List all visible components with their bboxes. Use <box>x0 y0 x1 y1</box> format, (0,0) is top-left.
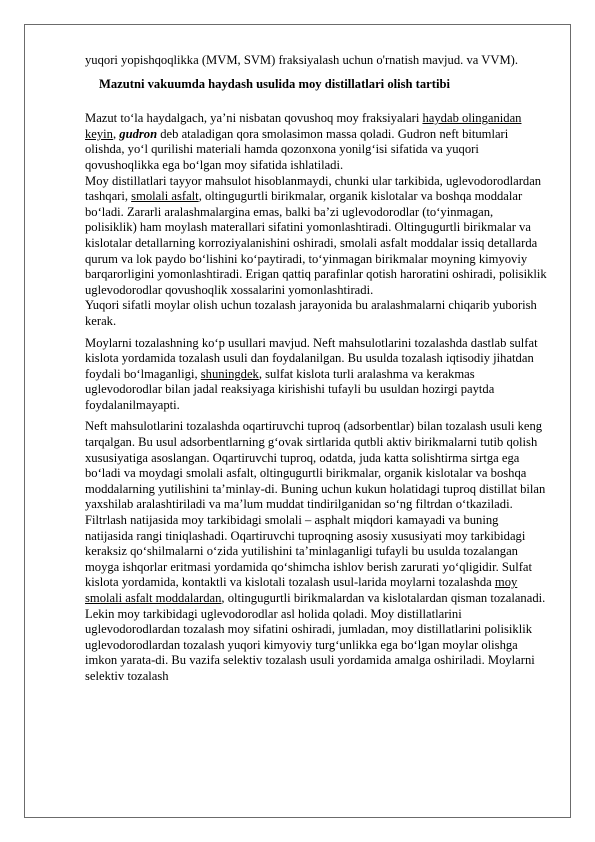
text-run: Moy distillatlari tayyor mahsulot hisoblanmaydi, chunki ular tarkibida, uglevodorodlardan tashqari, <box>85 173 542 204</box>
link-moy-smolali-asfalt-moddalardan[interactable]: moy smolali asfalt moddalardan <box>85 575 518 605</box>
link-shuningdek[interactable]: shuningdek <box>200 366 259 381</box>
text-run: , oltingugurtli birikmalar, organik kislotalar va boshqa moddalar bo‘ladi. Zararli aralashmalargina emas, balki ba’zi uglevodorodlar (to‘yinmagan, polisiklik) ham moylash materallari sifatini yomonlashtiradi. Oltingugurtli birikmalar va kislotalar detallarning korroziyalanishini oshiradi, smolali asfalt moddalar issiq detallarda qurum va lok paydo bo‘lishini ko‘paytiradi, to‘yinmagan birikmalar moyning kimyoviy barqarorligini yomonlashtiradi. Erigan qattiq parafinlar qotish haroratini oshiradi, polisiklik uglevodorodlar qovushoqlik xossalarini yomonlashtiradi. <box>85 189 547 297</box>
link-haydab-olinganidan-keyin[interactable]: haydab olinganidan keyin <box>85 111 522 141</box>
paragraph-moy-distillatlari <box>85 174 547 299</box>
intro-paragraph: yuqori yopishqoqlikka (MVM, SVM) fraksiyalash uchun o'rnatish mavjud. va VVM). <box>85 53 518 67</box>
text-run: Neft mahsulotlarini tozalashda oqartiruvchi tuproq (adsorbentlar) bilan tozalash usuli keng tarqalgan. Bu usul adsorbentlarning g‘ovak sirtlarida qutbli aktiv birikmalarni tutib qolish xususiyatiga asoslangan. Oqartiruvchi tuproq, odatda, juda katta solishtirma sirtga ega bo‘ladi va moydagi smolali asfalt, oltingugurtli birikmalar, organik kislotalar va boshqa moddalarning yutilishini ta’minlay-di. Buning uchun kukun holatidagi tuproq distillat bilan yaxshilab aralashtiriladi va ma’lum muddat tindirilganidan so‘ng filtrdan o‘tkaziladi. Filtrlash natijasida moy tarkibidagi smolali – asphalt miqdori kamayadi va buning natijasida rangi tiniqlashadi. Oqartiruvchi tuproqning asosiy xususiyati moy tarkibidagi keraksiz qo‘shilmalarni o‘zida yutilishini ta’minlaganligi tufayli bu usulda tozalangan moyga ishqorlar eritmasi yordamida qo‘shimcha ishlov berish zarurati yo‘qligidir. Sulfat kislota yordamida, kontaktli va kislotali tozalash usul-larida moylarni tozalashda <box>85 419 546 590</box>
link-smolali-asfalt[interactable]: smolali asfalt <box>131 189 199 204</box>
paragraph-oqartiruvchi-tuproq <box>85 419 547 684</box>
document-body <box>85 53 547 685</box>
paragraph-tozalash-usullari <box>85 336 547 414</box>
text-run: deb ataladigan qora smolasimon massa qoladi. Gudron neft bitumlari olishda, yo‘l qurilishi materiali hamda qozonxona yonilg‘isi sifatida va yuqori qovushoqlikka ega bo‘lgan moy sifatida ishlatiladi. <box>85 126 509 172</box>
text-run: , <box>112 126 120 141</box>
paragraph-yuqori-sifatli: Yuqori sifatli moylar olish uchun tozalash jarayonida bu aralashmalarni chiqarib yuborish kerak. <box>85 298 537 328</box>
text-run: , sulfat kislota turli aralashma va kerakmas uglevodorodlar bilan jadal reaksiyaga kirishishi tufayli bu usuldan hozirgi paytda foydalanilmayapti. <box>85 366 495 412</box>
term-gudron: gudron <box>119 126 158 141</box>
text-run: Moylarni tozalashning ko‘p usullari mavjud. Neft mahsulotlarini tozalashda dastlab sulfat kislota yordamida tozalash usuli dan foydalanilgan. Bu usulda tozalash iqtisodiy jihatdan foydali bo‘lmaganligi, <box>85 335 538 381</box>
text-run: Mazut to‘la haydalgach, ya’ni nisbatan qovushoq moy fraksiyalari <box>85 111 423 126</box>
section-heading: Mazutni vakuumda haydash usulida moy distillatlari olish tartibi <box>99 76 450 91</box>
paragraph-gudron <box>85 111 547 173</box>
text-run: , oltingugurtli birikmalardan va kislotalardan qisman tozalanadi. Lekin moy tarkibidagi uglevodorodlar asl holida qoladi. Moy distillatlarini uglevodorodlardan tozalash moy sifatini oshiradi, jumladan, moy distillatlarini polisiklik uglevodorodlardan tozalash yuqori kimyoviy turg‘unlikka ega bo‘lgan moylar olishga imkon yarata-di. Bu vazifa selektiv tozalash usuli yordamida amalga oshiriladi. Moylarni selektiv tozalash <box>85 591 546 683</box>
